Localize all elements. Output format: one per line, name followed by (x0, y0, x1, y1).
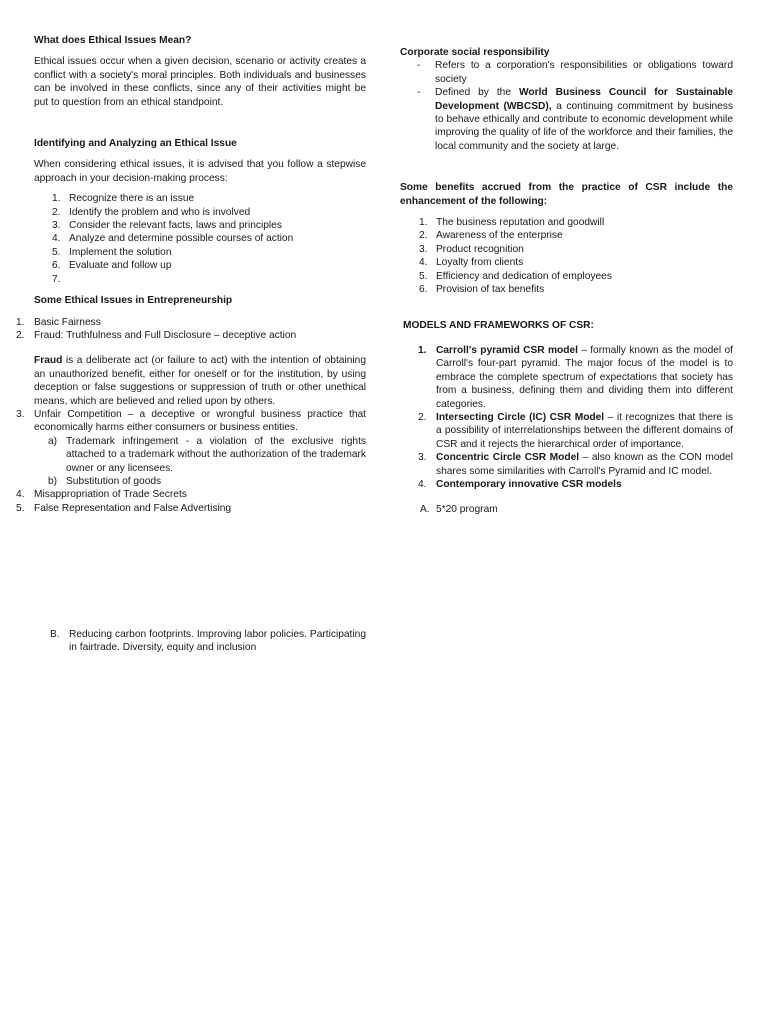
list-item (52, 192, 366, 205)
list-item (419, 283, 733, 296)
list-text: Trademark infringement - a violation of the exclusive rights attached to a trademark without the authorization of the trademark owner or any licensees. (66, 435, 366, 474)
list-number: 2. (419, 230, 428, 242)
list-text (436, 411, 733, 451)
heading-ethical-issues-meaning: What does Ethical Issues Mean? (34, 35, 192, 46)
list-item (16, 316, 366, 329)
model-name: Carroll's pyramid CSR model (436, 344, 578, 356)
list-number: 6. (52, 260, 61, 272)
models-list (400, 344, 733, 491)
paragraph-stepwise-approach: When considering ethical issues, it is advised that you follow a stepwise approach in your decision-making process: (34, 159, 366, 184)
model-description: – also known as the CON model shares some similarities with Carroll's Pyramid and IC model. (436, 452, 733, 477)
heading-identifying-ethical-issue: Identifying and Analyzing an Ethical Issue (34, 138, 237, 150)
list-item-b (50, 628, 366, 655)
sub-list-item (48, 475, 366, 488)
list-text: Consider the relevant facts, laws and principles (69, 220, 282, 232)
list-item (16, 502, 366, 515)
right-column (400, 46, 733, 517)
list-text: Identify the problem and who is involved (69, 206, 251, 218)
dash-item (417, 86, 733, 153)
list-number: 6. (419, 284, 428, 296)
list-item-a (400, 503, 733, 516)
list-item (52, 232, 366, 245)
list-number: 5. (419, 270, 428, 282)
text-fragment: a continuing commitment by business to behave ethically and contribute to economic development while improving the quality of life of the workforce and their families, the local community and the society at large. (435, 100, 733, 152)
list-text (436, 478, 733, 491)
model-description: – it recognizes that there is a possibility of interrelationships between the different domains of CSR and it rejects the hierarchical order of importance. (436, 411, 733, 450)
list-number: 7. (52, 273, 61, 285)
list-item (419, 256, 733, 269)
list-item (400, 411, 733, 451)
list-text: Implement the solution (69, 246, 172, 258)
dash-marker: - (417, 87, 421, 99)
list-text: Misappropriation of Trade Secrets (34, 489, 187, 501)
steps-list (34, 192, 366, 286)
list-number: 1. (52, 193, 61, 205)
issues-list (16, 316, 366, 516)
list-text: Substitution of goods (66, 475, 162, 487)
list-number: 1. (418, 344, 427, 356)
list-text (436, 344, 733, 411)
list-number: 4. (418, 478, 427, 490)
fraud-term: Fraud (34, 355, 63, 367)
list-number: 5. (16, 502, 25, 514)
list-text: Loyalty from clients (436, 257, 524, 269)
model-name: Intersecting Circle (IC) CSR Model (436, 411, 605, 423)
list-item (52, 219, 366, 232)
dash-text (435, 86, 733, 153)
list-item (16, 488, 366, 501)
list-item (52, 206, 366, 219)
list-text: Basic Fairness (34, 316, 101, 328)
list-text: The business reputation and goodwill (436, 217, 605, 229)
list-letter: a) (48, 435, 58, 447)
list-number: 4. (419, 257, 428, 269)
list-number: 2. (16, 329, 25, 341)
model-name: Contemporary innovative CSR models (436, 478, 622, 490)
list-text: Provision of tax benefits (436, 284, 545, 296)
model-description: – formally known as the model of Carroll's four-part pyramid. The major focus of the model is to embrace the complete spectrum of expectations that society has from a business, defining them and dividing them into different categories. (436, 344, 733, 410)
list-number: 3. (418, 452, 427, 464)
list-text: Product recognition (436, 243, 524, 255)
wbcsd-name: World Business Council for Sustainable Development (WBCSD), (435, 87, 733, 112)
text-fragment: Defined by the (435, 87, 519, 99)
heading-csr-benefits: Some benefits accrued from the practice of CSR include the enhancement of the following: (400, 182, 733, 207)
list-number: 4. (16, 489, 25, 501)
list-text: Fraud: Truthfulness and Full Disclosure – deceptive action (34, 329, 297, 341)
list-text: 5*20 program (436, 504, 498, 516)
sub-list-item (48, 435, 366, 475)
list-number: 3. (419, 243, 428, 255)
list-item (400, 478, 733, 491)
list-text (69, 273, 366, 286)
list-item (52, 246, 366, 259)
benefits-list (400, 216, 733, 296)
list-item (16, 329, 366, 342)
dash-marker: - (417, 60, 421, 72)
list-text: Analyze and determine possible courses of action (69, 233, 294, 245)
list-number: 2. (52, 206, 61, 218)
list-item (16, 408, 366, 435)
list-item (419, 216, 733, 229)
list-text: False Representation and False Advertising (34, 502, 232, 514)
list-number: 3. (16, 408, 25, 420)
list-item (400, 451, 733, 478)
list-text: Unfair Competition – a deceptive or wrongful business practice that economically harms either consumers or business entities. (34, 408, 366, 434)
list-item (400, 344, 733, 411)
model-name: Concentric Circle CSR Model (436, 452, 580, 464)
list-text (436, 451, 733, 478)
list-letter: A. (420, 504, 430, 516)
list-letter: b) (48, 475, 58, 487)
heading-corporate-social-responsibility: Corporate social responsibility (400, 47, 550, 58)
list-item (419, 229, 733, 242)
list-item (419, 243, 733, 256)
list-number: 1. (419, 217, 428, 229)
list-number: 5. (52, 246, 61, 258)
heading-ethical-issues-entrepreneurship: Some Ethical Issues in Entrepreneurship (34, 295, 233, 307)
list-item (52, 273, 366, 286)
paragraph-fraud-definition (34, 354, 366, 408)
list-text: Awareness of the enterprise (436, 230, 563, 242)
paragraph-ethical-issues-meaning: Ethical issues occur when a given decision, scenario or activity creates a conflict with a society's moral principles. Both individuals and businesses can be involved in these conflicts, since any of their activities might be put to question from an ethical standpoint. (34, 56, 366, 108)
list-item (419, 270, 733, 283)
list-text: Reducing carbon footprints. Improving labor policies. Participating in fairtrade. Diversity, equity and inclusion (69, 629, 366, 654)
list-number: 2. (418, 411, 427, 423)
dash-text: Refers to a corporation's responsibilities or obligations toward society (435, 60, 733, 85)
list-text: Recognize there is an issue (69, 193, 195, 205)
list-number: 3. (52, 220, 61, 232)
list-text: Evaluate and follow up (69, 260, 172, 272)
list-number: 4. (52, 233, 61, 245)
fraud-definition-text: is a deliberate act (or failure to act) with the intention of obtaining an unauthorized benefit, either for oneself or for the institution, by using deception or false suggestions or suppression of truth or other unethical means, which are believed and relied upon by others. (34, 355, 366, 407)
list-text: Efficiency and dedication of employees (436, 270, 612, 282)
list-number: 1. (16, 316, 25, 328)
dash-item (417, 59, 733, 86)
heading-models-frameworks: MODELS AND FRAMEWORKS OF CSR: (403, 319, 594, 331)
list-item (52, 259, 366, 272)
left-column (16, 34, 366, 515)
list-letter: B. (50, 629, 60, 640)
